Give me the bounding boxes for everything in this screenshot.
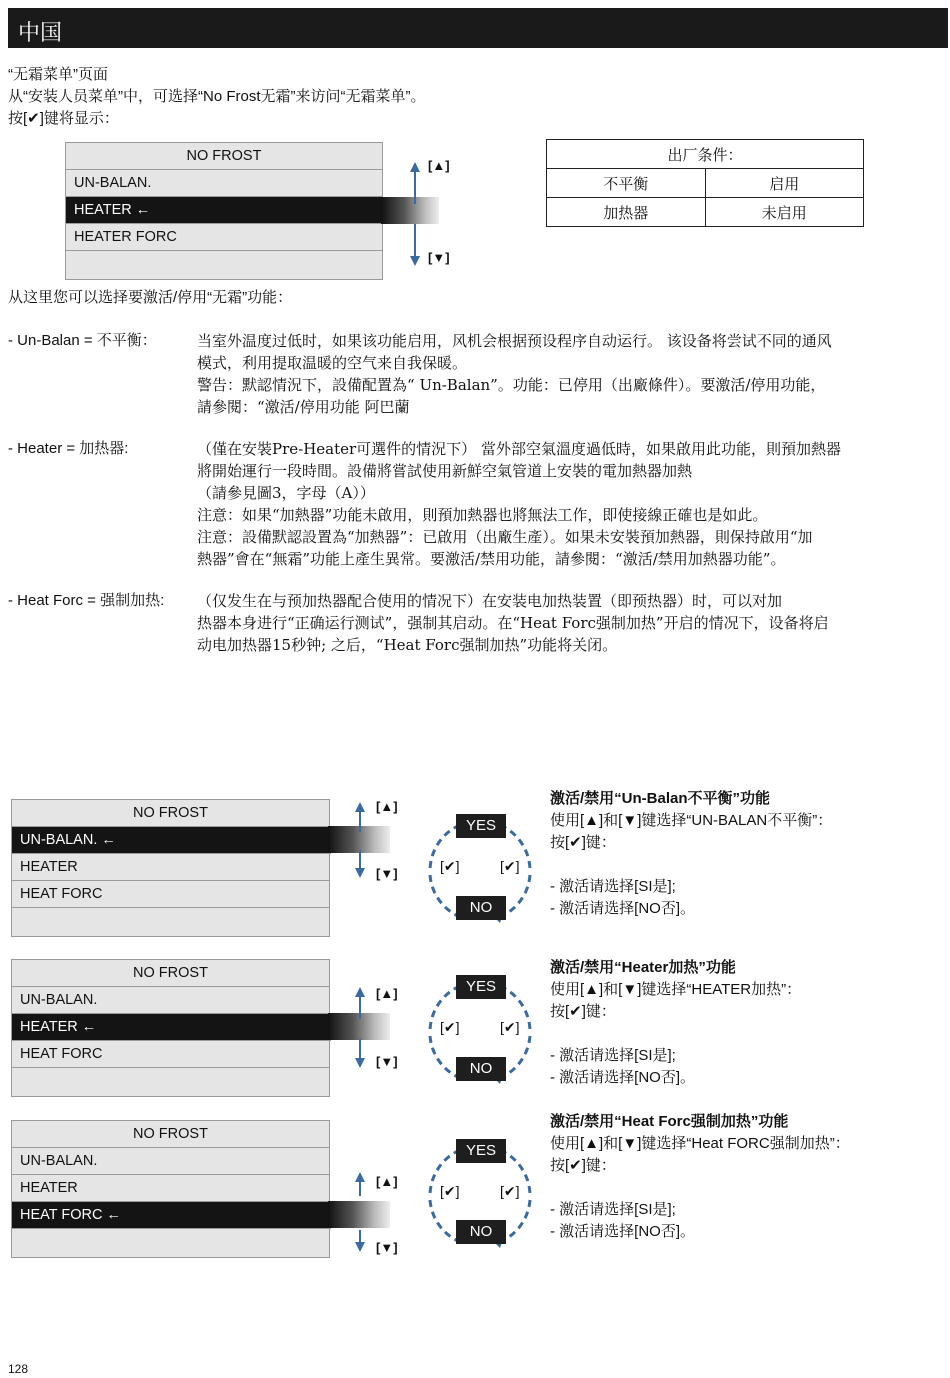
instruction-deactivate: - 激活请选择[NO否]。 <box>550 900 695 917</box>
instruction-press: 按[✔]键： <box>550 834 616 851</box>
menu-item[interactable]: UN-BALAN. ← <box>12 827 331 854</box>
up-key-label: [▲] <box>376 986 398 1001</box>
check-key-label: [✔] <box>440 1019 460 1035</box>
def-line: 模式，利用提取温暖的空气来自我保暖。 <box>197 354 468 372</box>
no-option[interactable]: NO <box>456 1057 506 1081</box>
check-key-label: [✔] <box>440 1183 460 1199</box>
factory-cell: 未启用 <box>705 198 864 227</box>
menu-item <box>12 1068 329 1095</box>
menu-item[interactable]: HEAT FORC <box>12 1041 329 1068</box>
yes-option[interactable]: YES <box>456 814 506 838</box>
header-title: 中国 <box>18 20 63 45</box>
menu-title: NO FROST <box>12 960 329 987</box>
panel-menu-heat-forc <box>11 1120 330 1258</box>
menu-item[interactable]: UN-BALAN. <box>12 987 329 1014</box>
def-line: 注意：如果“加熱器”功能未啟用，則預加熱器也將無法工作，即使接線正確也是如此。 <box>197 506 768 524</box>
instruction-heading: 激活/禁用“Un-Balan不平衡”功能 <box>550 790 771 807</box>
instruction-press: 按[✔]键： <box>550 1157 616 1174</box>
menu-item <box>12 908 329 935</box>
down-key-label: [▼] <box>428 250 450 265</box>
def-line: 將開始運行一段時間。設備將嘗試使用新鮮空氣管道上安裝的電加熱器加熱 <box>197 462 693 480</box>
menu-title: NO FROST <box>12 800 329 827</box>
def-line: （請參見圖3，字母（A）） <box>197 484 375 502</box>
instruction-deactivate: - 激活请选择[NO否]。 <box>550 1223 695 1240</box>
panel-instructions-un-balan <box>550 788 832 920</box>
no-option[interactable]: NO <box>456 896 506 920</box>
factory-cell: 启用 <box>705 169 864 198</box>
no-option[interactable]: NO <box>456 1220 506 1244</box>
instruction-press: 按[✔]键： <box>550 1003 616 1020</box>
check-key-label: [✔] <box>440 858 460 874</box>
panel-menu-heater <box>11 959 330 1097</box>
select-line: 从这里您可以选择要激活/停用“无霜”功能： <box>8 289 293 306</box>
instruction-activate: - 激活请选择[SI是]; <box>550 1201 676 1218</box>
instruction-use: 使用[▲]和[▼]键选择“UN-BALAN不平衡”： <box>550 812 833 829</box>
menu-item[interactable]: HEAT FORC <box>12 881 329 908</box>
menu-item-empty <box>66 251 382 278</box>
instruction-deactivate: - 激活请选择[NO否]。 <box>550 1069 695 1086</box>
menu-item[interactable]: HEAT FORC ← <box>12 1202 331 1229</box>
menu-item-un-balan[interactable]: UN-BALAN. <box>66 170 382 197</box>
def-label-heater: - Heater = 加热器: <box>8 440 129 457</box>
intro-line-1: “无霜菜单”页面 <box>8 66 108 83</box>
instruction-heading: 激活/禁用“Heater加热”功能 <box>550 959 736 976</box>
def-line: 动电加热器15秒钟; 之后，“Heat Forc强制加热”功能将关闭。 <box>197 636 618 654</box>
intro-line-3: 按[✔]键将显示： <box>8 110 119 127</box>
def-line: 热器本身进行“正确运行测试”，强制其启动。在“Heat Forc强制加热”开启的情况下，设备将启 <box>197 614 829 632</box>
def-line: 当室外温度过低时，如果该功能启用，风机会根据预设程序自动运行。 该设备将尝试不同的通风 <box>197 332 832 350</box>
panel-instructions-heat-forc <box>550 1111 850 1243</box>
menu-title: NO FROST <box>12 1121 329 1148</box>
up-key-label: [▲] <box>376 1174 398 1189</box>
down-key-label: [▼] <box>376 1054 398 1069</box>
header-bar <box>8 8 948 48</box>
instruction-use: 使用[▲]和[▼]键选择“Heat FORC强制加热”： <box>550 1135 850 1152</box>
down-key-label: [▼] <box>376 1240 398 1255</box>
up-down-arrow-icon <box>350 800 370 880</box>
intro-line-2: 从“安装人员菜单”中，可选择“No Frost无霜”来访问“无霜菜单”。 <box>8 88 426 105</box>
menu-item[interactable]: UN-BALAN. <box>12 1148 329 1175</box>
panel-menu-un-balan <box>11 799 330 937</box>
instruction-activate: - 激活请选择[SI是]; <box>550 1047 676 1064</box>
check-key-label: [✔] <box>500 858 520 874</box>
instruction-use: 使用[▲]和[▼]键选择“HEATER加热”： <box>550 981 802 998</box>
menu-item-heater-forc[interactable]: HEATER FORC <box>66 224 382 251</box>
up-down-arrow-icon <box>405 160 425 270</box>
up-key-label: [▲] <box>428 158 450 173</box>
def-line: 警告：默認情況下，設備配置為“ Un-Balan”。功能：已停用（出廠條件）。要激活/停用功能， <box>197 376 826 394</box>
page-number: 128 <box>8 1362 29 1376</box>
instruction-activate: - 激活请选择[SI是]; <box>550 878 676 895</box>
factory-conditions-table <box>546 139 864 227</box>
check-key-label: [✔] <box>500 1183 520 1199</box>
yes-option[interactable]: YES <box>456 1139 506 1163</box>
instruction-heading: 激活/禁用“Heat Forc强制加热”功能 <box>550 1113 789 1130</box>
def-line: （僅在安裝Pre-Heater可選件的情況下） 當外部空氣溫度過低時，如果啟用此功能，則預加熱器 <box>197 440 841 458</box>
up-key-label: [▲] <box>376 799 398 814</box>
def-label-un-balan: - Un-Balan = 不平衡： <box>8 332 157 349</box>
menu-item[interactable]: HEATER ← <box>12 1014 331 1041</box>
def-line: 注意：設備默認設置為“加熱器”：已啟用（出廠生產）。如果未安裝預加熱器，則保持啟用“加 <box>197 528 813 546</box>
menu-item <box>12 1229 329 1256</box>
def-label-heat-forc: - Heat Forc = 强制加热: <box>8 592 165 609</box>
panel-instructions-heater <box>550 957 801 1089</box>
def-line: 請參閱：“激活/停用功能 阿巴蘭 <box>197 398 410 416</box>
def-line: 熱器”會在“無霜”功能上產生異常。要激活/禁用功能，請參閱：“激活/禁用加熱器功能”。 <box>197 550 786 568</box>
up-down-arrow-icon <box>350 1170 370 1255</box>
check-key-label: [✔] <box>500 1019 520 1035</box>
factory-cell: 不平衡 <box>547 169 706 198</box>
menu-item[interactable]: HEATER <box>12 854 329 881</box>
yes-option[interactable]: YES <box>456 975 506 999</box>
menu-item[interactable]: HEATER <box>12 1175 329 1202</box>
menu-item-heater[interactable]: HEATER ← <box>66 197 384 224</box>
no-frost-menu <box>65 142 383 280</box>
menu-title: NO FROST <box>66 143 382 170</box>
up-down-arrow-icon <box>350 985 370 1070</box>
factory-header: 出厂条件： <box>547 140 864 169</box>
down-key-label: [▼] <box>376 866 398 881</box>
factory-cell: 加热器 <box>547 198 706 227</box>
def-line: （仅发生在与预加热器配合使用的情况下）在安装电加热装置（即预热器）时，可以对加 <box>197 592 783 610</box>
